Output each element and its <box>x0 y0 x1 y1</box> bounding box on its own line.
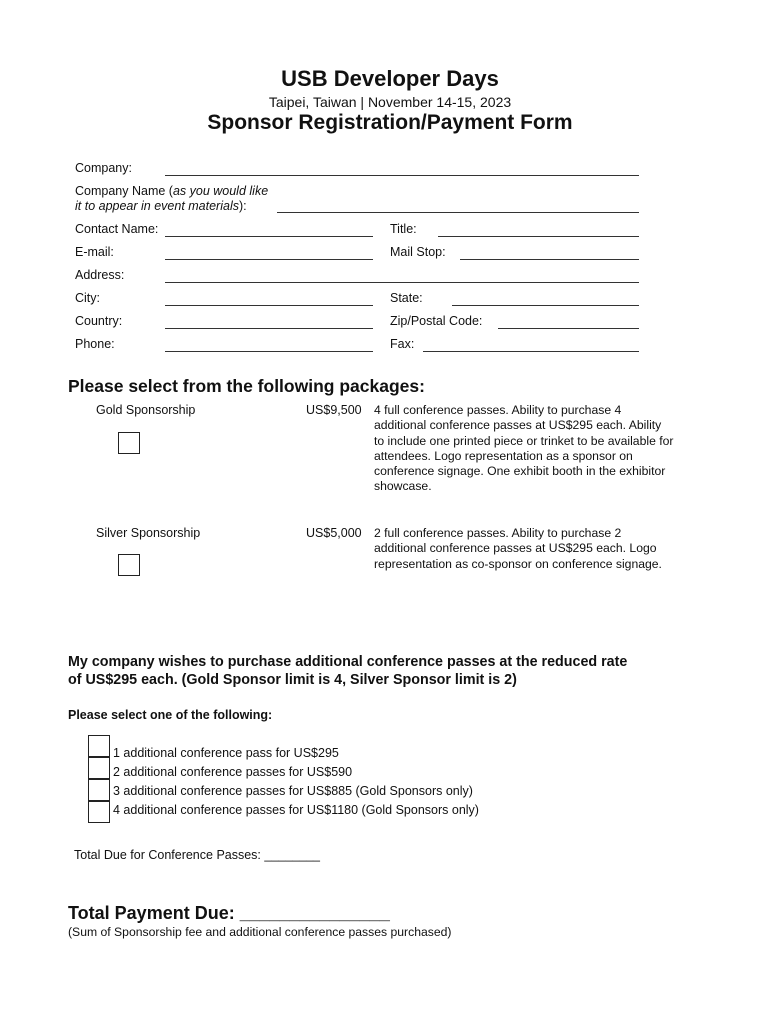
form-title: Sponsor Registration/Payment Form <box>207 111 573 134</box>
phone-field[interactable] <box>165 351 373 352</box>
city-field[interactable] <box>165 305 373 306</box>
gold-package-name: Gold Sponsorship <box>96 403 196 417</box>
additional-heading-line2: of US$295 each. (Gold Sponsor limit is 4, Silver Sponsor limit is 2) <box>68 672 517 688</box>
option-2-label: 2 additional conference passes for US$590 <box>113 765 353 779</box>
mail-stop-field[interactable] <box>460 259 639 260</box>
event-subtitle: Taipei, Taiwan | November 14-15, 2023 <box>268 94 512 110</box>
option-4-checkbox[interactable] <box>88 801 110 823</box>
email-label: E-mail: <box>75 245 114 259</box>
total-due-passes: Total Due for Conference Passes: ________ <box>74 848 320 862</box>
silver-package-price: US$5,000 <box>306 526 362 540</box>
address-label: Address: <box>75 268 125 282</box>
country-field[interactable] <box>165 328 373 329</box>
company-name-field[interactable] <box>277 212 639 213</box>
state-field[interactable] <box>452 305 639 306</box>
gold-package-price: US$9,500 <box>306 403 362 417</box>
select-prompt: Please select one of the following: <box>68 708 273 722</box>
state-label: State: <box>390 291 423 305</box>
contact-name-label: Contact Name: <box>75 222 159 236</box>
address-field[interactable] <box>165 282 639 283</box>
title-field[interactable] <box>438 236 639 237</box>
gold-package-checkbox[interactable] <box>118 432 140 454</box>
gold-package-description: 4 full conference passes. Ability to purchase 4 additional conference passes at US$295 each. Ability to include one printed piece or trinket to be available for attendees. Logo representation as a sponsor on conference signage. One exhibit booth in the exhibitor showcase. <box>374 403 674 494</box>
fax-field[interactable] <box>423 351 639 352</box>
total-payment-due: Total Payment Due: _______________ <box>68 903 390 923</box>
company-name-label-start: Company Name ( <box>75 184 173 198</box>
mail-stop-label: Mail Stop: <box>390 245 446 259</box>
event-title: USB Developer Days <box>281 66 499 91</box>
option-1-label: 1 additional conference pass for US$295 <box>113 746 339 760</box>
company-name-label-italic2: it to appear in event materials <box>75 199 239 213</box>
city-label: City: <box>75 291 100 305</box>
fax-label: Fax: <box>390 337 415 351</box>
email-field[interactable] <box>165 259 373 260</box>
zip-field[interactable] <box>498 328 639 329</box>
option-2-checkbox[interactable] <box>88 757 110 779</box>
packages-heading: Please select from the following packages: <box>68 376 425 396</box>
company-name-label-italic1: as you would like <box>172 184 269 198</box>
country-label: Country: <box>75 314 123 328</box>
company-name-label <box>75 184 268 214</box>
silver-package-name: Silver Sponsorship <box>96 526 201 540</box>
additional-heading-line1: My company wishes to purchase additional conference passes at the reduced rate <box>68 654 628 670</box>
total-payment-note: (Sum of Sponsorship fee and additional conference passes purchased) <box>68 925 452 939</box>
company-label: Company: <box>75 161 132 175</box>
silver-package-description: 2 full conference passes. Ability to purchase 2 additional conference passes at US$295 each. Logo representation as co-sponsor on conference signage. <box>374 526 662 571</box>
company-field[interactable] <box>165 175 639 176</box>
zip-label: Zip/Postal Code: <box>390 314 483 328</box>
option-3-checkbox[interactable] <box>88 779 110 801</box>
phone-label: Phone: <box>75 337 115 351</box>
option-1-checkbox[interactable] <box>88 735 110 757</box>
option-4-label: 4 additional conference passes for US$1180 (Gold Sponsors only) <box>113 803 479 817</box>
company-name-label-end: ): <box>238 199 247 213</box>
contact-name-field[interactable] <box>165 236 373 237</box>
title-label: Title: <box>390 222 417 236</box>
silver-package-checkbox[interactable] <box>118 554 140 576</box>
option-3-label: 3 additional conference passes for US$885 (Gold Sponsors only) <box>113 784 473 798</box>
